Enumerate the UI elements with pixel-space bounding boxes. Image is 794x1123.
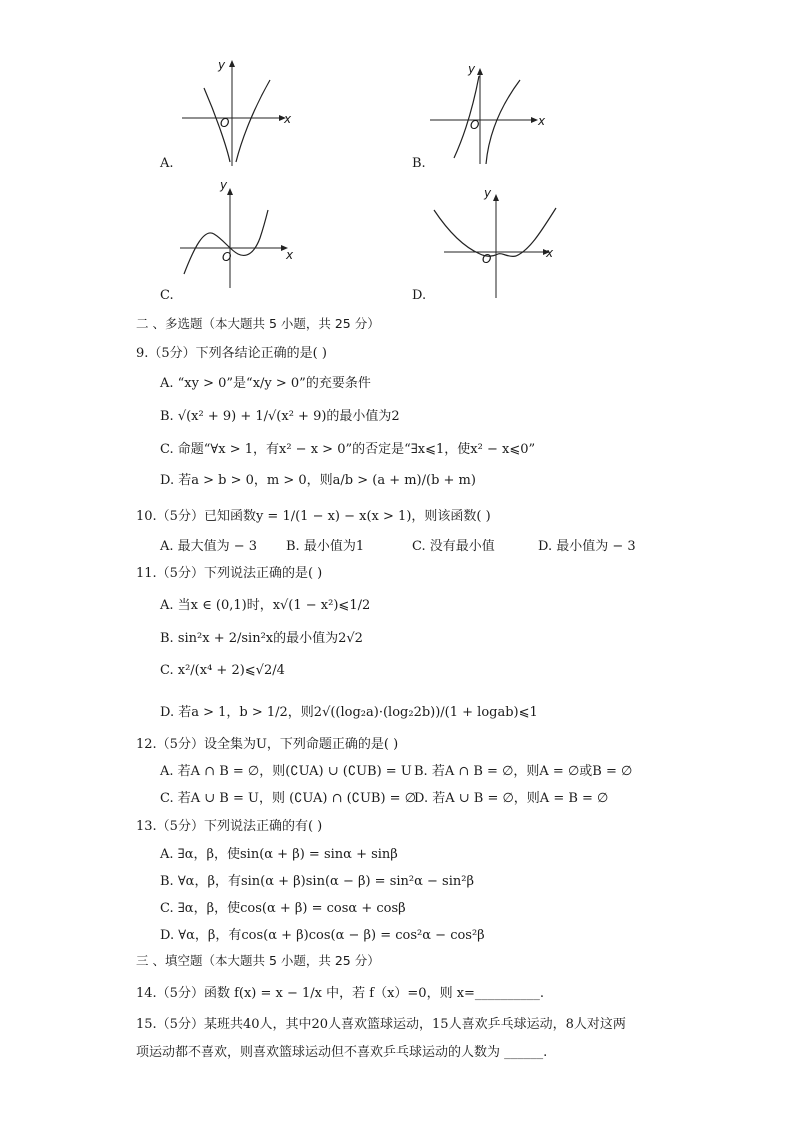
question-10-stem: 10.（5分）已知函数y = 1/(1 − x) − x(x > 1)，则该函数( ) bbox=[136, 509, 491, 524]
question-9-option-b: B. √(x² + 9) + 1/√(x² + 9)的最小值为2 bbox=[160, 409, 400, 424]
graph-b-option-label: B. bbox=[412, 156, 426, 171]
question-13-option-d: D. ∀α，β，有cos(α + β)cos(α − β) = cos²α − cos²β bbox=[160, 928, 485, 943]
question-9-option-d: D. 若a > b > 0，m > 0，则a/b > (a + m)/(b + m) bbox=[160, 473, 476, 488]
question-11-stem: 11.（5分）下列说法正确的是( ) bbox=[136, 566, 323, 581]
question-15-line-1: 15.（5分）某班共40人，其中20人喜欢篮球运动，15人喜欢乒乓球运动，8人对这两 bbox=[136, 1017, 626, 1032]
graph-option-a bbox=[182, 58, 294, 168]
question-12-stem: 12.（5分）设全集为U，下列命题正确的是( ) bbox=[136, 737, 399, 752]
graph-d-option-label: D. bbox=[412, 288, 427, 303]
question-12-option-b: B. 若A ∩ B = ∅，则A = ∅或B = ∅ bbox=[414, 764, 633, 779]
graph-a-svg bbox=[182, 58, 294, 168]
graph-c-option-label: C. bbox=[160, 288, 174, 303]
question-12-option-c: C. 若A ∪ B = U，则 (∁UA) ∩ (∁UB) = ∅ bbox=[160, 791, 417, 806]
graph-d-y-label: y bbox=[484, 186, 492, 200]
question-13-stem: 13.（5分）下列说法正确的有( ) bbox=[136, 819, 323, 834]
graph-b-y-label: y bbox=[468, 62, 476, 76]
question-9-option-a: A. “xy > 0”是“x/y > 0”的充要条件 bbox=[160, 376, 371, 391]
question-10-option-a: A. 最大值为 − 3 bbox=[160, 539, 258, 554]
graph-c-x-label: x bbox=[286, 248, 294, 262]
question-10-option-b: B. 最小值为1 bbox=[286, 539, 365, 554]
question-14-stem: 14.（5分）函数 f(x) = x − 1/x 中，若 f（x）=0，则 x=__________. bbox=[136, 986, 545, 1001]
graph-option-b bbox=[430, 62, 548, 172]
question-11-option-a: A. 当x ∈ (0,1)时，x√(1 − x²)⩽1/2 bbox=[160, 598, 371, 613]
graph-d-x-label: x bbox=[546, 246, 554, 260]
graph-c-y-label: y bbox=[220, 178, 228, 192]
question-13-option-a: A. ∃α，β，使sin(α + β) = sinα + sinβ bbox=[160, 847, 398, 862]
section-heading-fill-in: 三 、填空题（本大题共 5 小题，共 25 分） bbox=[136, 953, 380, 968]
question-11-option-d: D. 若a > 1，b > 1/2，则2√((log₂a)·(log₂2b))/(1 + logab)⩽1 bbox=[160, 705, 538, 720]
graph-d-origin: O bbox=[482, 252, 492, 266]
graph-b-x-label: x bbox=[538, 114, 546, 128]
graph-a-y-label: y bbox=[218, 58, 226, 72]
graph-d-svg bbox=[432, 186, 560, 300]
graph-a-x-label: x bbox=[284, 112, 292, 126]
graph-c-origin: O bbox=[222, 250, 232, 264]
question-13-option-c: C. ∃α，β，使cos(α + β) = cosα + cosβ bbox=[160, 901, 406, 916]
question-13-option-b: B. ∀α，β，有sin(α + β)sin(α − β) = sin²α − sin²β bbox=[160, 874, 474, 889]
question-10-option-c: C. 没有最小值 bbox=[412, 539, 495, 554]
graph-b-origin: O bbox=[470, 118, 480, 132]
question-15-line-2: 项运动都不喜欢，则喜欢篮球运动但不喜欢乒乓球运动的人数为 ______. bbox=[136, 1045, 548, 1060]
graph-option-c bbox=[180, 178, 298, 290]
graph-c-svg bbox=[180, 178, 298, 290]
section-heading-multiple-choice: 二 、多选题（本大题共 5 小题，共 25 分） bbox=[136, 316, 380, 331]
graph-b-svg bbox=[430, 62, 548, 172]
question-12-option-d: D. 若A ∪ B = ∅，则A = B = ∅ bbox=[414, 791, 609, 806]
question-10-option-d: D. 最小值为 − 3 bbox=[538, 539, 636, 554]
graph-a-origin: O bbox=[220, 116, 230, 130]
question-12-option-a: A. 若A ∩ B = ∅，则(∁UA) ∪ (∁UB) = U bbox=[160, 764, 412, 779]
graph-option-d bbox=[432, 186, 560, 300]
question-11-option-b: B. sin²x + 2/sin²x的最小值为2√2 bbox=[160, 631, 363, 646]
graph-a-option-label: A. bbox=[160, 156, 174, 171]
question-9-option-c: C. 命题“∀x > 1，有x² − x > 0”的否定是“∃x⩽1，使x² − x⩽0” bbox=[160, 442, 536, 457]
question-11-option-c: C. x²/(x⁴ + 2)⩽√2/4 bbox=[160, 663, 285, 678]
question-9-stem: 9.（5分）下列各结论正确的是( ) bbox=[136, 346, 327, 361]
